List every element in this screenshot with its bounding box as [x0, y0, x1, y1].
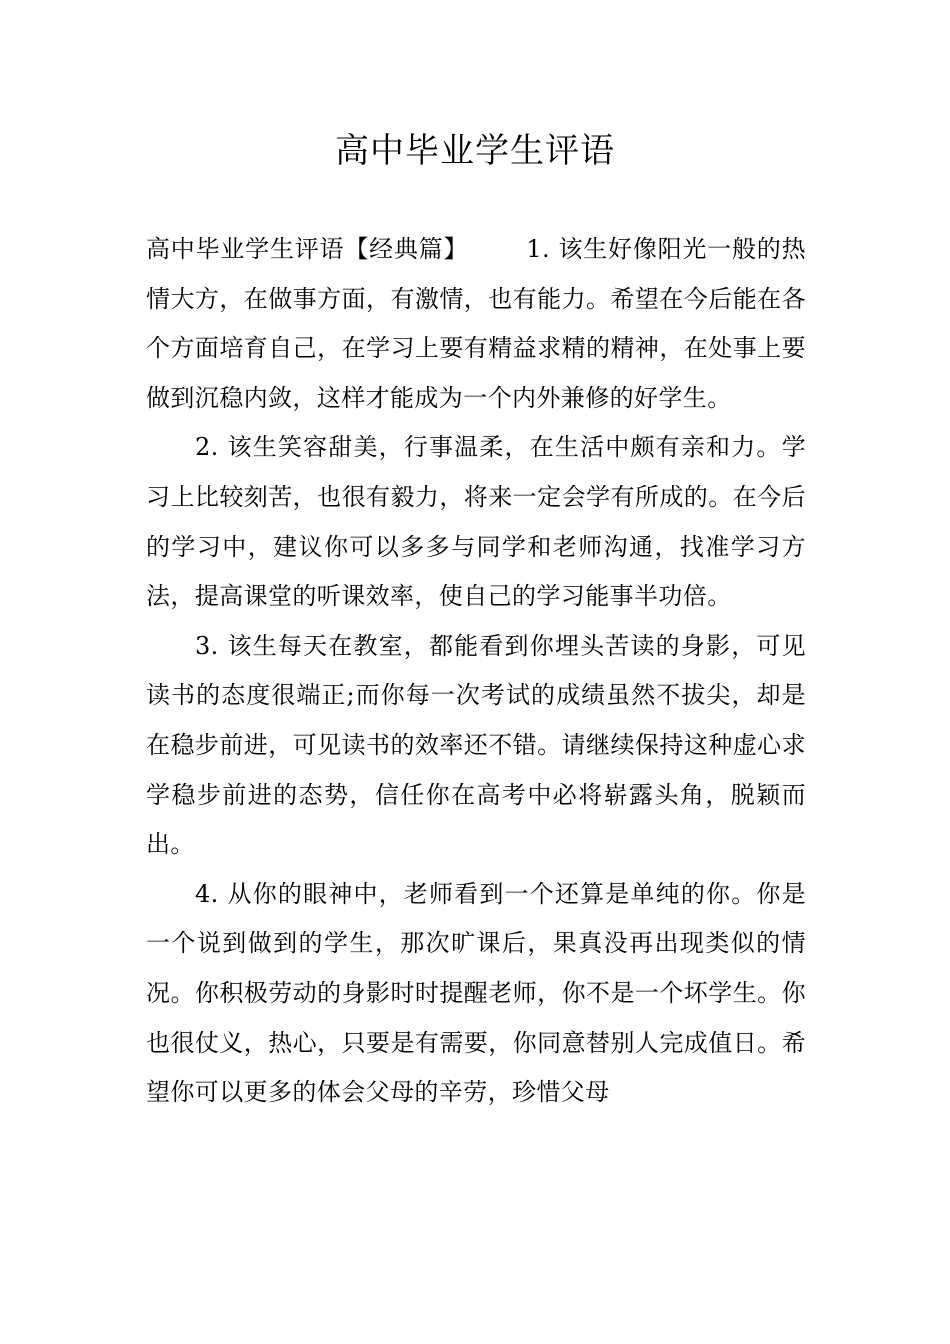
intro-paragraph	[146, 225, 806, 423]
paragraph-2: 2. 该生笑容甜美，行事温柔，在生活中颇有亲和力。学习上比较刻苦，也很有毅力，将来一定会学有所成的。在今后的学习中，建议你可以多多与同学和老师沟通，找准学习方法，提高课堂的听课效率，使自己的学习能事半功倍。	[146, 433, 806, 611]
intro-heading: 高中毕业学生评语【经典篇】	[146, 235, 469, 263]
document-body	[146, 225, 806, 1118]
paragraph-4: 4. 从你的眼神中，老师看到一个还算是单纯的你。你是一个说到做到的学生，那次旷课后，果真没再出现类似的情况。你积极劳动的身影时时提醒老师，你不是一个坏学生。你也很仗义，热心，只要是有需要，你同意替别人完成值日。希望你可以更多的体会父母的辛劳，珍惜父母	[146, 879, 806, 1107]
paragraph-1: 1. 该生好像阳光一般的热情大方，在做事方面，有激情，也有能力。希望在今后能在各个方面培育自己，在学习上要有精益求精的精神，在处事上要做到沉稳内敛，这样才能成为一个内外兼修的好学生。	[146, 235, 806, 412]
paragraph-3: 3. 该生每天在教室，都能看到你埋头苦读的身影，可见读书的态度很端正;而你每一次考试的成绩虽然不拔尖，却是在稳步前进，可见读书的效率还不错。请继续保持这种虚心求学稳步前进的态势，信任你在高考中必将崭露头角，脱颖而出。	[146, 631, 806, 859]
document-title: 高中毕业学生评语	[335, 131, 615, 171]
